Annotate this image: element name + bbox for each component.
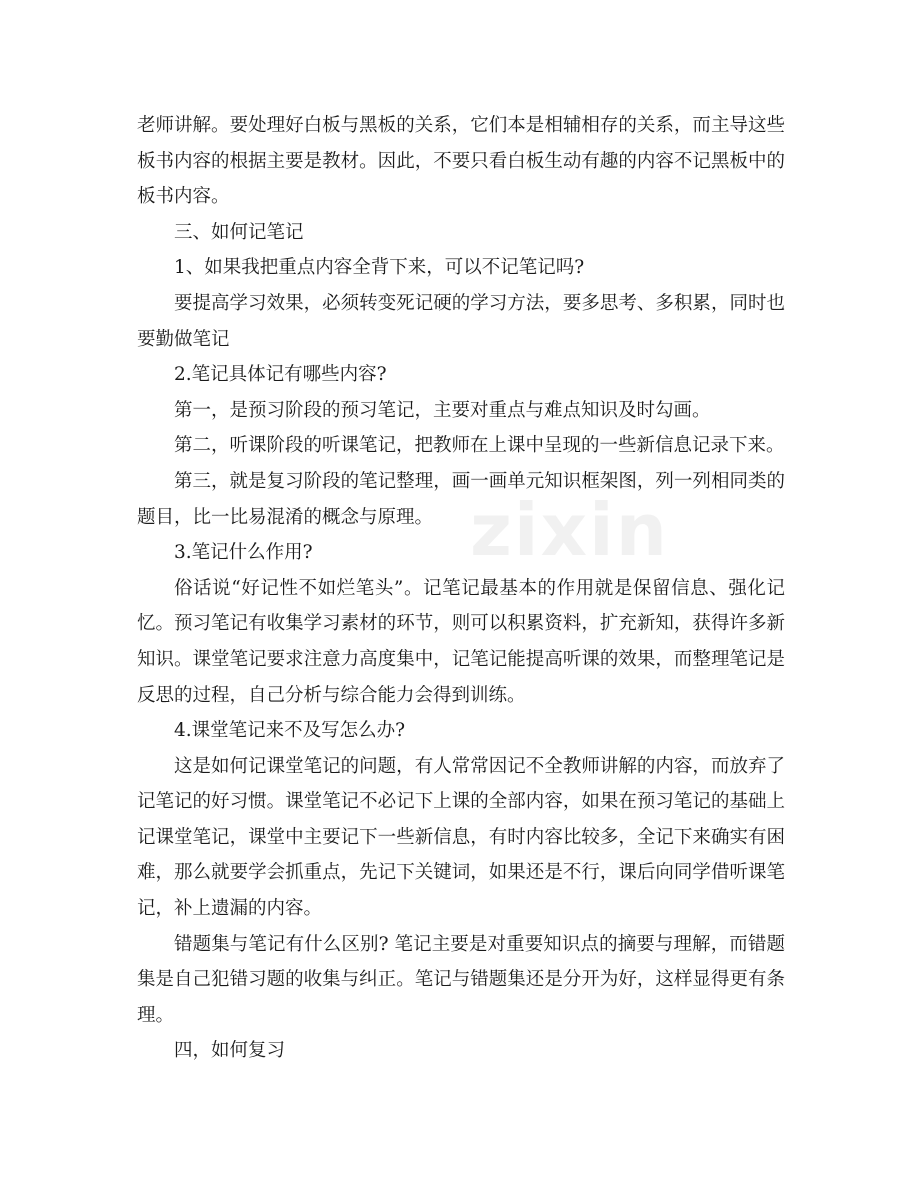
answer-2-third: 第三，就是复习阶段的笔记整理，画一画单元知识框架图，列一列相同类的题目，比一比易混淆的概念与原理。 [137,470,785,528]
error-notebook-paragraph: 错题集与笔记有什么区别? 笔记主要是对重要知识点的摘要与理解，而错题集是自己犯错习题的收集与纠正。笔记与错题集还是分开为好，这样显得更有条理。 [137,933,785,1026]
question-4: 4.课堂笔记来不及写怎么办? [174,720,406,742]
answer-1: 要提高学习效果，必须转变死记硬的学习方法，要多思考、多积累，同时也要勤做笔记 [137,292,785,350]
answer-4: 这是如何记课堂笔记的问题，有人常常因记不全教师讲解的内容，而放弃了记笔记的好习惯。课堂笔记不必记下上课的全部内容，如果在预习笔记的基础上记课堂笔记，课堂中主要记下一些新信息，有时内容比较多，全记下来确实有困难，那么就要学会抓重点，先记下关键词，如果还是不行，课后向同学借听课笔记，补上遗漏的内容。 [137,755,785,920]
paragraph-continuation: 老师讲解。要处理好白板与黑板的关系，它们本是相辅相存的关系，而主导这些板书内容的根据主要是教材。因此，不要只看白板生动有趣的内容不记黑板中的板书内容。 [137,115,785,208]
question-1: 1、如果我把重点内容全背下来，可以不记笔记吗? [174,257,585,279]
answer-2-first: 第一，是预习阶段的预习笔记，主要对重点与难点知识及时勾画。 [174,399,711,421]
document-body [137,108,785,1069]
answer-2-second: 第二，听课阶段的听课笔记，把教师在上课中呈现的一些新信息记录下来。 [174,435,785,457]
answer-3: 俗话说“好记性不如烂笔头”。记笔记最基本的作用就是保留信息、强化记忆。预习笔记有收集学习素材的环节，则可以积累资料，扩充新知，获得许多新知识。课堂笔记要求注意力高度集中，记笔记能提高听课的效果，而整理笔记是反思的过程，自己分析与综合能力会得到训练。 [137,577,785,706]
section-heading-how-to-review: 四，如何复习 [174,1040,286,1062]
question-2: 2.笔记具体记有哪些内容? [174,364,387,386]
question-3: 3.笔记什么作用? [174,542,313,564]
section-heading-how-to-take-notes: 三、如何记笔记 [174,221,304,243]
watermark: zixin [470,488,669,572]
